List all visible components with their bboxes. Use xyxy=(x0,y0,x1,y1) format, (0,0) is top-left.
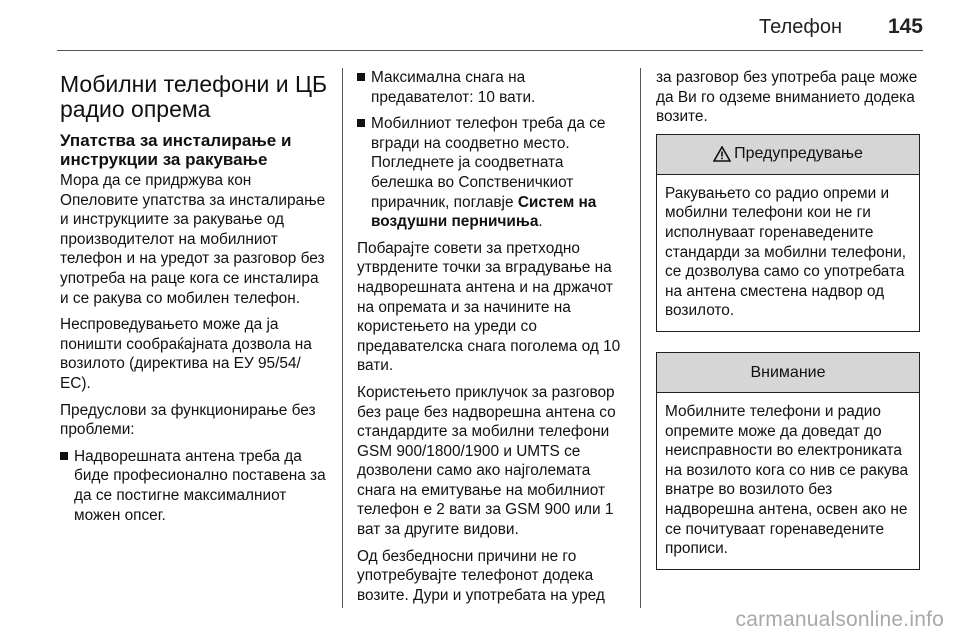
bullet-square-icon xyxy=(357,119,365,127)
paragraph: Предуслови за функционирање без проблеми: xyxy=(60,401,316,439)
subheading: Упатства за инсталирање и инструкции за ракување xyxy=(60,131,292,169)
paragraph: за разговор без употреба раце може да Ви го одземе вниманието додека возите. xyxy=(656,69,918,126)
page-header xyxy=(0,0,960,60)
warning-box xyxy=(656,134,920,332)
header-divider xyxy=(57,50,923,51)
bullet-square-icon xyxy=(60,452,68,460)
bullet-text: Надворешната антена треба да биде професионално поставена за да се постигне максималниот можен опсег. xyxy=(74,447,326,524)
caution-box xyxy=(656,352,920,570)
column-3 xyxy=(656,68,920,590)
page-number: 145 xyxy=(887,15,923,38)
bullet-item xyxy=(60,447,328,525)
bullet-text: Мобилниот телефон треба да се вгради на соодветно место. Погледнете ја соодветната белешка во Сопственичкиот прирачник, поглавје xyxy=(371,115,606,211)
caution-text: Мобилните телефони и радио опремите може да доведат до неисправности во електрониката на возилото кога со нив се ракува внатре во возилото без надворешна антена, освен ако не се почитуваат горенаведените прописи. xyxy=(665,402,909,558)
warning-text: Ракувањето со радио опреми и мобилни телефони кои не ги исполнуваат горенаведените стандарди за мобилни телефони, се дозволува само со употребата на антена сместена надвор од возилото. xyxy=(665,184,907,320)
section-title: Телефон xyxy=(759,16,842,38)
caution-title: Внимание xyxy=(750,363,826,381)
column-2 xyxy=(357,68,625,612)
column-divider-1 xyxy=(342,68,343,608)
paragraph: Неспроведувањето може да ја поништи сообраќајната дозвола на возилото (директива на ЕУ 95/54/ЕС). xyxy=(60,316,312,392)
main-heading: Мобилни телефони и ЦБ радио опрема xyxy=(60,71,328,122)
bullet-item xyxy=(357,68,625,107)
paragraph: Користењето приклучок за разговор без раце без надворешна антена со стандардите за мобилни телефони GSM 900/1800/1900 и UMTS се дозволени само ако најголемата снага на емитување на мобилниот телефон е 2 вати за GSM 900 или 1 ват за другите видови. xyxy=(357,383,616,539)
warning-header xyxy=(657,135,919,175)
bullet-text: Максимална снага на предавателот: 10 вати. xyxy=(371,69,536,106)
bullet-bold-reference: Систем на воздушни перничиња xyxy=(371,193,597,231)
bullet-text-end: . xyxy=(538,213,543,231)
warning-title: Предупредување xyxy=(734,145,863,163)
bullet-square-icon xyxy=(357,73,365,81)
caution-header xyxy=(657,353,919,393)
bullet-item xyxy=(357,114,625,232)
paragraph: Мора да се придржува кон Опеловите упатства за инсталирање и инструкциите за ракување од производителот на мобилниот телефон и на уредот за разговор без употреба на раце кога се инсталира и се ракува со мобилен телефон. xyxy=(60,172,326,307)
warning-triangle-icon xyxy=(713,146,731,162)
paragraph: Побарајте совети за претходно утврдените точки за вградување на надворешната антена и на држачот на опремата и за начините на користењето на уреди со предавателска снага поголема од 10 вати. xyxy=(357,239,621,375)
paragraph: Од безбедносни причини не го употребувајте телефонот додека возите. Дури и употребата на уред xyxy=(357,547,605,604)
column-1 xyxy=(60,68,328,532)
watermark-link[interactable]: carmanualsonline.info xyxy=(735,608,944,631)
column-divider-2 xyxy=(640,68,641,608)
